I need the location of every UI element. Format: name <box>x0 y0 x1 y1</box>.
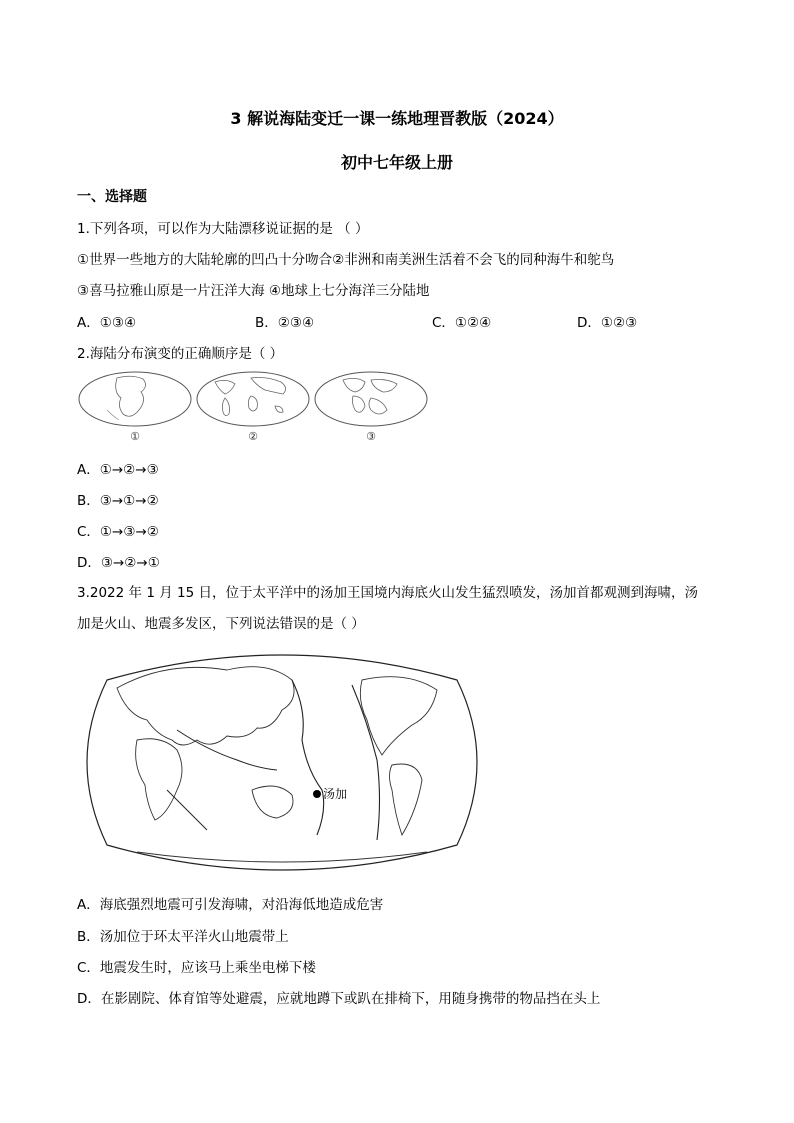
q3-option-a[interactable]: A．海底强烈地震可引发海啸，对沿海低地造成危害 <box>77 897 384 913</box>
q1-option-d[interactable]: D．①②③ <box>577 315 638 331</box>
q3-option-b[interactable]: B．汤加位于环太平洋火山地震带上 <box>77 929 289 945</box>
document-subtitle: 初中七年级上册 <box>340 153 453 172</box>
globe-map-3 <box>313 370 429 428</box>
tonga-marker <box>313 790 321 798</box>
section-heading: 一、选择题 <box>77 189 147 205</box>
q2-option-d[interactable]: D．③→②→① <box>77 555 160 571</box>
q3-stem-line-2: 加是火山、地震多发区，下列说法错误的是（ ） <box>77 616 365 632</box>
q2-option-c[interactable]: C．①→③→② <box>77 524 159 540</box>
q1-statement-line-2: ③喜马拉雅山原是一片汪洋大海 ④地球上七分海洋三分陆地 <box>77 283 430 299</box>
world-plate-map <box>77 640 487 885</box>
document-title: 3 解说海陆变迁一课一练地理晋教版（2024） <box>230 109 564 128</box>
continental-drift-figure <box>77 370 429 448</box>
globe-label-3: ③ <box>366 430 376 443</box>
q2-option-a[interactable]: A．①→②→③ <box>77 462 159 478</box>
q1-option-c[interactable]: C．①②④ <box>432 315 492 331</box>
globe-map-1 <box>77 370 193 428</box>
q2-stem: 2.海陆分布演变的正确顺序是（ ） <box>77 346 284 362</box>
q1-option-b[interactable]: B．②③④ <box>255 315 315 331</box>
q1-option-a[interactable]: A．①③④ <box>77 315 137 331</box>
q2-option-b[interactable]: B．③→①→② <box>77 493 159 509</box>
q1-options <box>77 311 717 331</box>
globe-label-2: ② <box>248 430 258 443</box>
q3-option-d[interactable]: D．在影剧院、体育馆等处避震，应就地蹲下或趴在排椅下，用随身携带的物品挡在头上 <box>77 991 601 1007</box>
q3-option-c[interactable]: C．地震发生时，应该马上乘坐电梯下楼 <box>77 960 316 976</box>
q3-stem-line-1: 3.2022 年 1 月 15 日，位于太平洋中的汤加王国境内海底火山发生猛烈喷发，汤加首都观测到海啸，汤 <box>77 585 698 601</box>
globe-map-2 <box>195 370 311 428</box>
q1-statement-line-1: ①世界一些地方的大陆轮廓的凹凸十分吻合②非洲和南美洲生活着不会飞的同种海牛和鸵鸟 <box>77 252 615 268</box>
tonga-label: 汤加 <box>323 787 348 801</box>
q1-stem: 1.下列各项，可以作为大陆漂移说证据的是 （ ） <box>77 221 369 237</box>
globe-label-1: ① <box>130 430 140 443</box>
